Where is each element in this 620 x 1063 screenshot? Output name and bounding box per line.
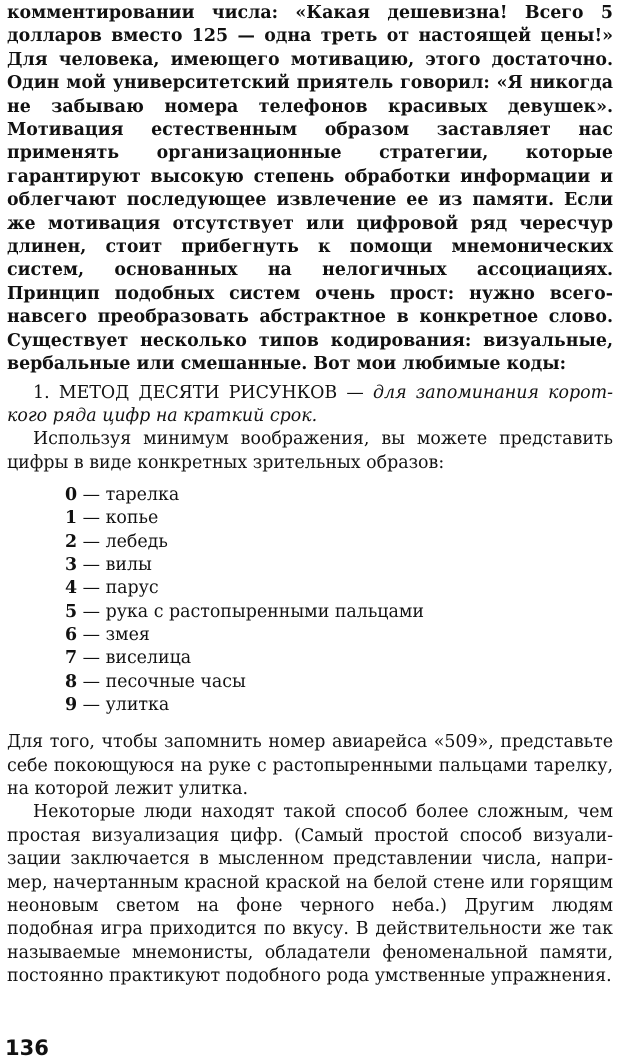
list-item (65, 647, 613, 670)
code-digit: 7 (65, 648, 78, 669)
code-dash: — (82, 624, 101, 645)
code-digit: 0 (65, 485, 78, 506)
paragraph-mnemonists: Некоторые люди находят такой способ более сложным, чем простая визуализация цифр. (Самый простой способ визуализации заключается в мысленном представлении числа, например, начертанным красной краской на белой стене или горящим неоновым светом на фоне черного неба.) Другим людям подобная игра приходится по вкусу. В действительности же так называемые мнемонисты, обладатели феноменальной памяти, постоянно практикуют подобного рода умственные упражнения. (7, 802, 613, 987)
code-word: виселица (105, 648, 192, 669)
list-item (65, 507, 613, 530)
digit-code-list (7, 484, 613, 717)
method-subtitle: для запоминания короткого ряда цифр на краткий срок. (7, 382, 614, 426)
code-digit: 3 (65, 555, 78, 576)
code-dash: — (82, 694, 101, 715)
code-digit: 9 (65, 694, 78, 715)
code-digit: 6 (65, 624, 78, 645)
code-word: парус (105, 578, 159, 599)
code-dash: — (82, 648, 101, 669)
method-heading: 1. МЕТОД ДЕСЯТИ РИСУНКОВ — (33, 382, 364, 403)
code-digit: 5 (65, 601, 78, 622)
list-item (65, 624, 613, 647)
code-digit: 2 (65, 531, 78, 552)
code-digit: 4 (65, 578, 78, 599)
code-word: вилы (105, 555, 152, 576)
paragraph-flight-example: Для того, чтобы запомнить номер авиарейса «509», представьте себе покоющуюся на руке с растопыренными пальцами тарелку, на которой лежит улитка. (7, 732, 613, 799)
list-item (65, 484, 613, 507)
code-dash: — (82, 531, 101, 552)
code-digit: 8 (65, 671, 78, 692)
code-dash: — (82, 485, 101, 506)
method-heading-paragraph (7, 382, 613, 429)
list-item (65, 554, 613, 577)
page-body (7, 2, 613, 989)
code-dash: — (82, 671, 101, 692)
code-word: тарелка (105, 485, 180, 506)
code-word: копье (105, 508, 159, 529)
code-digit: 1 (65, 508, 78, 529)
code-word: лебедь (105, 531, 168, 552)
list-item (65, 671, 613, 694)
code-dash: — (82, 555, 101, 576)
list-item (65, 601, 613, 624)
page-number: 136 (5, 1036, 49, 1060)
code-word: змея (105, 624, 150, 645)
paragraph-intro: Используя минимум воображения, вы можете представить цифры в виде конкретных зрительных образов: (7, 429, 613, 473)
code-word: улитка (105, 694, 170, 715)
code-dash: — (82, 578, 101, 599)
code-dash: — (82, 601, 101, 622)
list-item (65, 531, 613, 554)
code-dash: — (82, 508, 101, 529)
code-word: песочные часы (105, 671, 246, 692)
list-item (65, 577, 613, 600)
list-item (65, 694, 613, 717)
paragraph-motivation: комментировании числа: «Какая дешевизна! Всего 5 долларов вместо 125 — одна треть от настоящей цены!» Для человека, имеющего мотивацию, этого достаточно. Один мой университетский приятель говорил: «Я никогда не забываю номера телефонов красивых девушек». Мотивация естественным образом заставляет нас применять организационные стратегии, которые гарантируют высокую степень обработки информации и облегчают последующее извлечение ее из памяти. Если же мотивация отсутствует или цифровой ряд чересчур длинен, стоит прибегнуть к помощи мнемонических систем, основанных на нелогичных ассоциациях. Принцип подобных систем очень прост: нужно всего-навсего преобразовать абстрактное в конкретное слово. Существует несколько типов кодирования: визуальные, вербальные или смешанные. Вот мои любимые коды: (7, 3, 613, 375)
code-word: рука с растопыренными пальцами (105, 601, 424, 622)
